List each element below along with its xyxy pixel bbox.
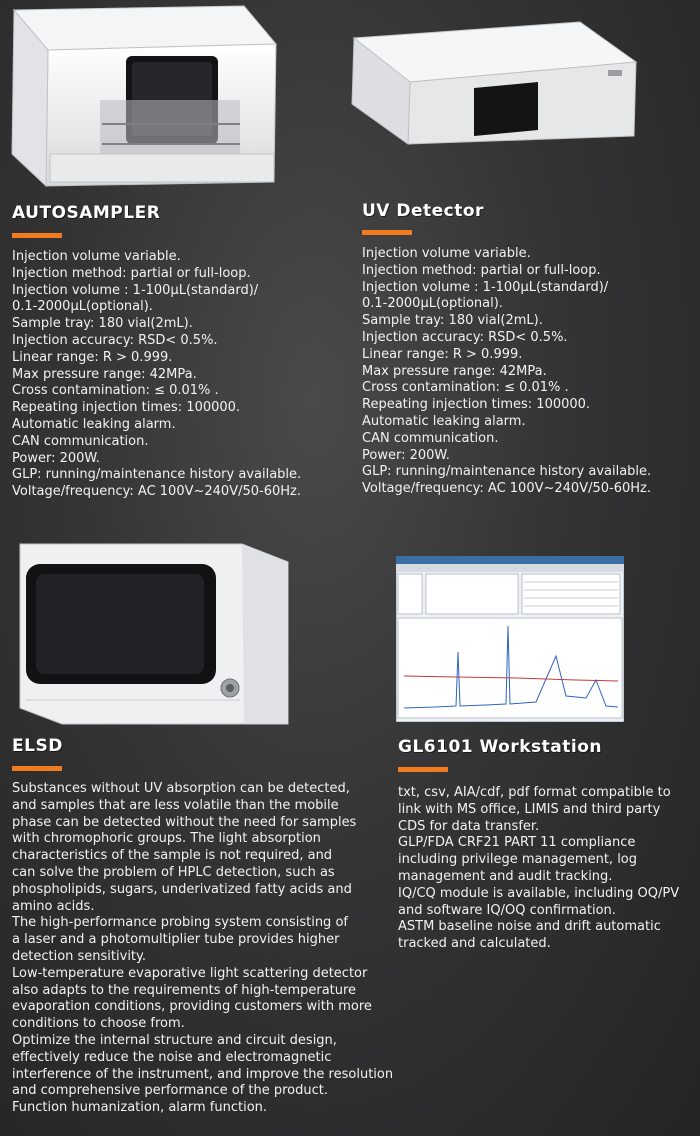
uv-detector-spec-list — [362, 246, 651, 498]
spec-line: GLP: running/maintenance history available. — [362, 464, 652, 480]
uv-detector-title: UV Detector — [362, 201, 484, 221]
spec-line: Max pressure range: 42MPa. — [12, 366, 197, 382]
spec-line: Sample tray: 180 vial(2mL). — [12, 316, 193, 332]
description-line: conditions to choose from. — [12, 1016, 185, 1032]
spec-line: Voltage/frequency: AC 100V~240V/50-60Hz. — [12, 484, 301, 500]
description-line: GLP/FDA CRF21 PART 11 compliance — [398, 835, 636, 851]
description-line: link with MS office, LIMIS and third party — [398, 801, 661, 817]
spec-line: Power: 200W. — [362, 447, 450, 463]
autosampler-image — [8, 4, 280, 190]
spec-line: Cross contamination: ≤ 0.01% . — [12, 383, 219, 399]
description-line: phospholipids, sugars, underivatized fatty acids and — [12, 881, 352, 897]
elsd-title: ELSD — [12, 736, 63, 756]
description-line: can solve the problem of HPLC detection, such as — [12, 864, 335, 880]
spec-line: Linear range: R > 0.999. — [362, 346, 523, 362]
spec-line: Injection accuracy: RSD< 0.5%. — [362, 329, 568, 345]
elsd-accent-bar — [12, 766, 62, 771]
description-line: management and audit tracking. — [398, 868, 613, 884]
autosampler-accent-bar — [12, 233, 62, 238]
description-line: IQ/CQ module is available, including OQ/PV — [398, 885, 680, 901]
description-line: tracked and calculated. — [398, 936, 551, 952]
description-line: interference of the instrument, and improve the resolution — [12, 1066, 394, 1082]
description-line: and samples that are less volatile than the mobile — [12, 797, 339, 813]
uv-detector-image — [350, 18, 640, 146]
description-line: characteristics of the sample is not required, and — [12, 848, 333, 864]
spec-line: Injection volume : 1-100μL(standard)/ — [362, 279, 609, 295]
description-line: a laser and a photomultiplier tube provides higher — [12, 932, 340, 948]
workstation-screenshot — [396, 556, 624, 722]
spec-line: Injection method: partial or full-loop. — [12, 265, 251, 281]
uv-detector-accent-bar — [362, 230, 412, 235]
description-line: Optimize the internal structure and circuit design, — [12, 1032, 337, 1048]
workstation-accent-bar — [398, 767, 448, 772]
description-line: Substances without UV absorption can be detected, — [12, 781, 350, 796]
spec-line: Injection method: partial or full-loop. — [362, 262, 601, 278]
description-line: txt, csv, AIA/cdf, pdf format compatible to — [398, 785, 671, 800]
spec-line: Voltage/frequency: AC 100V~240V/50-60Hz. — [362, 481, 651, 497]
spec-line: 0.1-2000μL(optional). — [362, 296, 503, 312]
workstation-title: GL6101 Workstation — [398, 737, 602, 757]
autosampler-spec-list — [12, 249, 301, 501]
spec-line: Repeating injection times: 100000. — [362, 397, 591, 413]
description-line: amino acids. — [12, 898, 95, 914]
spec-line: Linear range: R > 0.999. — [12, 349, 173, 365]
spec-line: CAN communication. — [362, 430, 499, 446]
elsd-image — [12, 538, 290, 728]
description-line: The high-performance probing system consisting of — [12, 915, 348, 931]
autosampler-title: AUTOSAMPLER — [12, 203, 161, 223]
description-line: evaporation conditions, providing customers with more — [12, 999, 372, 1015]
spec-line: Repeating injection times: 100000. — [12, 400, 241, 416]
spec-line: Injection accuracy: RSD< 0.5%. — [12, 332, 218, 348]
spec-line: Max pressure range: 42MPa. — [362, 363, 547, 379]
spec-line: Injection volume : 1-100μL(standard)/ — [12, 282, 259, 298]
spec-line: 0.1-2000μL(optional). — [12, 299, 153, 315]
description-line: and comprehensive performance of the product. — [12, 1083, 328, 1099]
description-line: including privilege management, log — [398, 852, 638, 868]
description-line: detection sensitivity. — [12, 948, 147, 964]
spec-line: Power: 200W. — [12, 450, 100, 466]
elsd-description — [12, 781, 393, 1117]
spec-line: CAN communication. — [12, 433, 149, 449]
description-line: ASTM baseline noise and drift automatic — [398, 919, 661, 935]
spec-line: Sample tray: 180 vial(2mL). — [362, 313, 543, 329]
spec-line: Cross contamination: ≤ 0.01% . — [362, 380, 569, 396]
workstation-description — [398, 785, 679, 953]
spec-line: GLP: running/maintenance history available. — [12, 467, 302, 483]
description-line: Low-temperature evaporative light scattering detector — [12, 965, 368, 981]
description-line: effectively reduce the noise and electromagnetic — [12, 1049, 332, 1065]
spec-line: Injection volume variable. — [12, 249, 181, 264]
description-line: Function humanization, alarm function. — [12, 1100, 268, 1116]
spec-line: Automatic leaking alarm. — [362, 413, 526, 429]
spec-line: Injection volume variable. — [362, 246, 531, 261]
description-line: also adapts to the requirements of high-temperature — [12, 982, 357, 998]
description-line: CDS for data transfer. — [398, 818, 540, 834]
spec-line: Automatic leaking alarm. — [12, 416, 176, 432]
description-line: and software IQ/OQ confirmation. — [398, 902, 616, 918]
description-line: with chromophoric groups. The light absorption — [12, 831, 321, 847]
description-line: phase can be detected without the need for samples — [12, 814, 357, 830]
